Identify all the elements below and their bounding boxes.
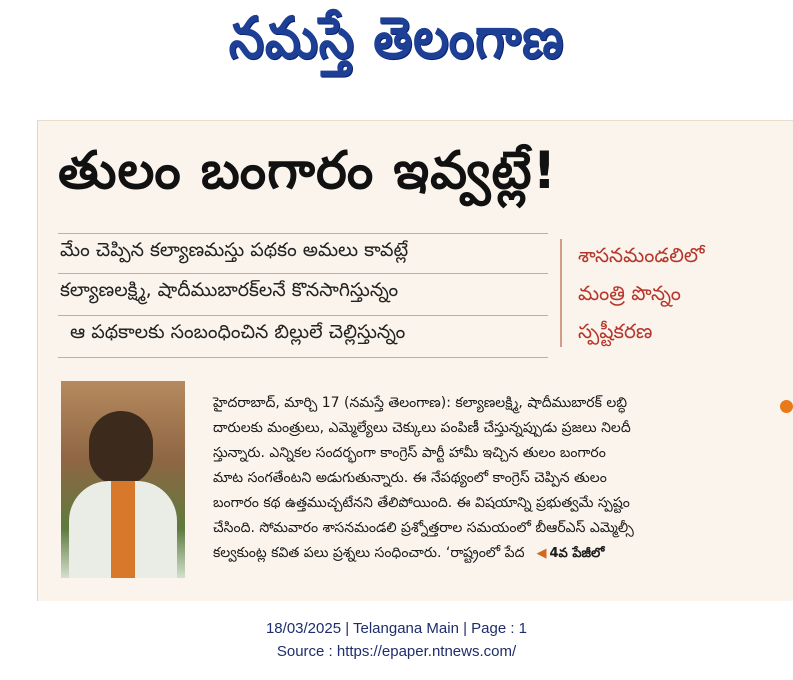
body-line-text: కల్వకుంట్ల కవిత పలు ప్రశ్నలు సంధించారు. ‘రాష్ట్రంలో పేద [213,545,525,561]
footer-date-line: 18/03/2025 | Telangana Main | Page : 1 [265,620,528,637]
news-clipping [37,120,793,601]
body-line: స్తున్నారు. ఎన్నికల సందర్భంగా కాంగ్రెస్ పార్టీ హామీ ఇచ్చిన తులం బంగారం [213,445,606,461]
continued-label: 4వ పేజీలో [549,546,605,561]
photo-scarf [111,481,135,578]
body-line: మాట సంగతేంటని అడుగుతున్నారు. ఈ నేపథ్యంలో కాంగ్రెస్ చెప్పిన తులం [213,470,607,486]
minister-photo [61,381,185,578]
body-line: బంగారం కథ ఉత్తముచ్చటేనని తేలిపోయింది. ఈ విషయాన్ని ప్రభుత్వమే స్పష్టం [213,495,630,511]
subhead-3: ఆ పథకాలకు సంబంధించిన బిల్లులే చెల్లిస్తున్నం [70,321,406,343]
masthead-logo: నమస్తే తెలంగాణ [228,4,565,72]
subhead-2: కల్యాణలక్ష్మి, షాదీముబారక్‌లనే కొనసాగిస్తున్నం [60,279,399,301]
photo-head [89,411,153,485]
play-arrow-icon: ◀ [536,546,547,561]
body-line: హైదరాబాద్, మార్చి 17 (నమస్తే తెలంగాణ): కల్యాణలక్ష్మి, షాదీముబారక్ లబ్ధి [213,395,628,411]
body-line-last [213,541,758,566]
sidebar-line-1: శాసనమండలిలో [578,243,705,267]
headline: తులం బంగారం ఇవ్వట్లే! [58,141,558,201]
body-line: దారులకు మంత్రులు, ఎమ్మెల్యేలు చెక్కులు పంపిణీ చేస్తున్నప్పుడు ప్రజలు నిలదీ [213,420,631,436]
sidebar-divider [560,239,562,347]
continued-link[interactable] [537,541,605,566]
scroll-marker-dot[interactable] [780,400,793,413]
divider [58,315,548,316]
masthead [0,0,793,100]
article-body [213,391,758,566]
footer-source-line: Source : https://epaper.ntnews.com/ [276,643,517,660]
subhead-1: మేం చెప్పిన కల్యాణమస్తు పథకం అమలు కావట్లే [60,239,409,261]
divider [58,233,548,234]
body-line: చేసింది. సోమవారం శాసనమండలి ప్రశ్నోత్తరాల సమయంలో బీఆర్‌ఎస్ ఎమ్మెల్సీ [213,520,634,536]
sidebar-line-3: స్పష్టీకరణ [578,319,653,343]
sidebar-line-2: మంత్రి పొన్నం [578,281,681,305]
divider [58,357,548,358]
divider [58,273,548,274]
